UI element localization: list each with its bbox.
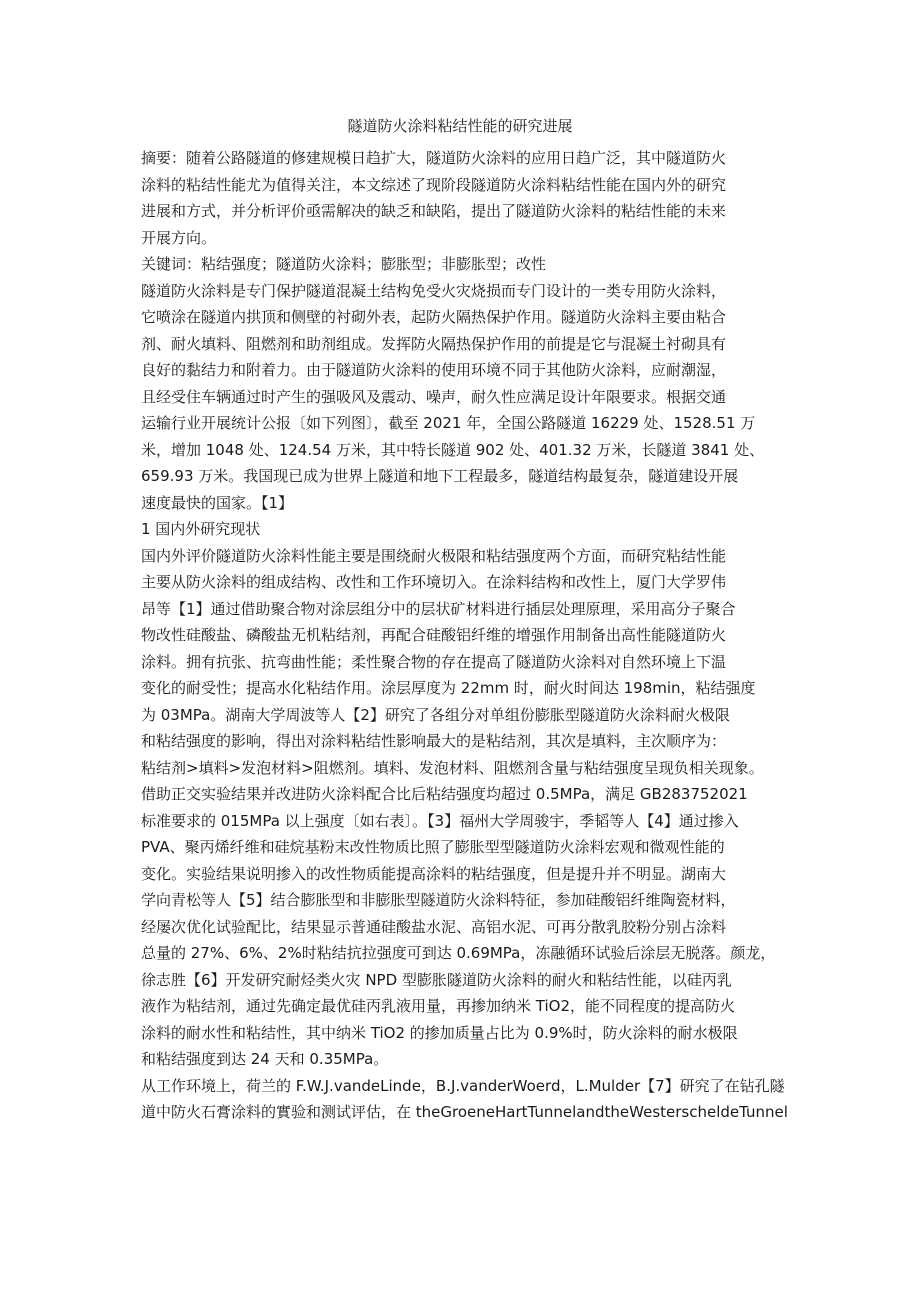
- body-line: 变化的耐受性；提高水化粘结作用。涂层厚度为 22mm 时，耐火时间达 198min，粘结强度: [141, 679, 756, 697]
- body-line: 道中防火石膏涂料的實验和测试评估，在 theGroeneHartTunnelandtheWesterscheldeTunnel: [141, 1103, 788, 1121]
- body-line: 1 国内外研究现状: [141, 520, 261, 538]
- body-line: 为 03MPa。湖南大学周波等人【2】研究了各组分对单组份膨胀型隧道防火涂料耐火极限: [141, 705, 730, 724]
- body-line: 国内外评价隧道防火涂料性能主要是围绕耐火极限和粘结强度两个方面，而研究粘结性能: [141, 546, 727, 565]
- body-line: 学向青松等人【5】结合膨胀型和非膨胀型隧道防火涂料特征，参加硅酸铝纤维陶瓷材料，: [141, 891, 736, 909]
- body-line: 659.93 万米。我国现已成为世界上隧道和地下工程最多，隧道结构最复杂，隧道建设开展: [141, 467, 739, 485]
- body-line: 从工作环境上，荷兰的 F.W.J.vandeLinde，B.J.vanderWoerd，L.Mulder【7】研究了在钻孔隧: [141, 1076, 785, 1095]
- body-line: 主要从防火涂料的组成结构、改性和工作环境切入。在涂料结构和改性上，厦门大学罗伟: [141, 573, 727, 591]
- body-line: 速度最快的国家。【1】: [141, 493, 294, 512]
- body-line: 物改性硅酸盐、磷酸盐无机粘结剂，再配合硅酸铝纤维的增强作用制备出高性能隧道防火: [141, 626, 727, 644]
- body-line: 涂料的粘结性能尤为值得关注，本文综述了现阶段隧道防火涂料粘结性能在国内外的研究: [141, 175, 727, 194]
- body-line: 隧道防火涂料是专门保护隧道混凝土结构免受火灾烧损而专门设计的一类专用防火涂料，: [141, 281, 727, 300]
- body-line: 摘要：随着公路隧道的修建规模日趋扩大，隧道防火涂料的应用日趋广泛，其中隧道防火: [141, 149, 727, 167]
- body-line: 运输行业开展统计公报〔如下列图〕，截至 2021 年，全国公路隧道 16229 处、1528.51 万: [141, 414, 756, 432]
- body-line: 关键词：粘结强度；隧道防火涂料；膨胀型；非膨胀型；改性: [141, 255, 547, 273]
- body-line: 经屡次优化试验配比，结果显示普通硅酸盐水泥、高铝水泥、可再分散乳胶粉分别占涂料: [141, 917, 727, 936]
- body-line: PVA、聚丙烯纤维和硅烷基粉末改性物质比照了膨胀型型隧道防火涂料宏观和微观性能的: [141, 838, 725, 856]
- body-line: 液作为粘结剂，通过先确定最优硅丙乳液用量，再掺加纳米 TiO2，能不同程度的提高防火: [141, 997, 735, 1015]
- body-line: 徐志胜【6】开发研究耐烃类火灾 NPD 型膨胀隧道防火涂料的耐火和粘结性能，以硅丙乳: [141, 970, 732, 989]
- body-line: 粘结剂>填料>发泡材料>阻燃剂。填料、发泡材料、阻燃剂含量与粘结强度呈现负相关现象。: [141, 758, 764, 777]
- body-line: 涂料的耐水性和粘结性，其中纳米 TiO2 的掺加质量占比为 0.9%时，防火涂料的耐水极限: [141, 1023, 738, 1042]
- body-line: 标准要求的 015MPa 以上强度〔如右表〕。【3】福州大学周骏宇，季韬等人【4】通过掺入: [141, 811, 739, 830]
- body-line: 良好的黏结力和附着力。由于隧道防火涂料的使用环境不同于其他防火涂料，应耐潮湿，: [141, 361, 727, 379]
- body-line: 开展方向。: [141, 228, 217, 247]
- body-line: 米，增加 1048 处、124.54 万米，其中特长隧道 902 处、401.32 万米，长隧道 3841 处、: [141, 440, 765, 459]
- body-line: 剂、耐火填料、阻燃剂和助剂组成。发挥防火隔热保护作用的前提是它与混凝土衬砌具有: [141, 334, 727, 353]
- body-line: 昂等【1】通过借助聚合物对涂层组分中的层状矿材料进行插层处理原理，采用高分子聚合: [141, 599, 736, 618]
- body-line: 它喷涂在隧道内拱顶和侧壁的衬砌外表，起防火隔热保护作用。隧道防火涂料主要由粘合: [141, 308, 727, 326]
- body-line: 总量的 27%、6%、2%时粘结抗拉强度可到达 0.69MPa，冻融循环试验后涂层无脱落。颜龙，: [141, 944, 776, 962]
- document-body: [141, 145, 801, 1126]
- body-line: 且经受住车辆通过时产生的强吸风及震动、噪声，耐久性应满足设计年限要求。根据交通: [141, 387, 727, 406]
- body-line: 和粘结强度到达 24 天和 0.35MPa。: [141, 1050, 389, 1068]
- body-line: 借助正交实验结果并改进防火涂料配合比后粘结强度均超过 0.5MPa，满足 GB283752021: [141, 785, 748, 803]
- body-line: 涂料。拥有抗张、抗弯曲性能；柔性聚合物的存在提高了隧道防火涂料对自然环境上下温: [141, 652, 727, 671]
- document-title: 隧道防火涂料粘结性能的研究进展: [347, 117, 573, 135]
- body-line: 变化。实验结果说明掺入的改性物质能提高涂料的粘结强度，但是提升并不明显。湖南大: [141, 864, 727, 883]
- body-line: 和粘结强度的影响，得出对涂料粘结性影响最大的是粘结剂，其次是填料，主次顺序为：: [141, 732, 727, 750]
- body-line: 进展和方式，并分析评价亟需解决的缺乏和缺陷，提出了隧道防火涂料的粘结性能的未来: [141, 202, 727, 220]
